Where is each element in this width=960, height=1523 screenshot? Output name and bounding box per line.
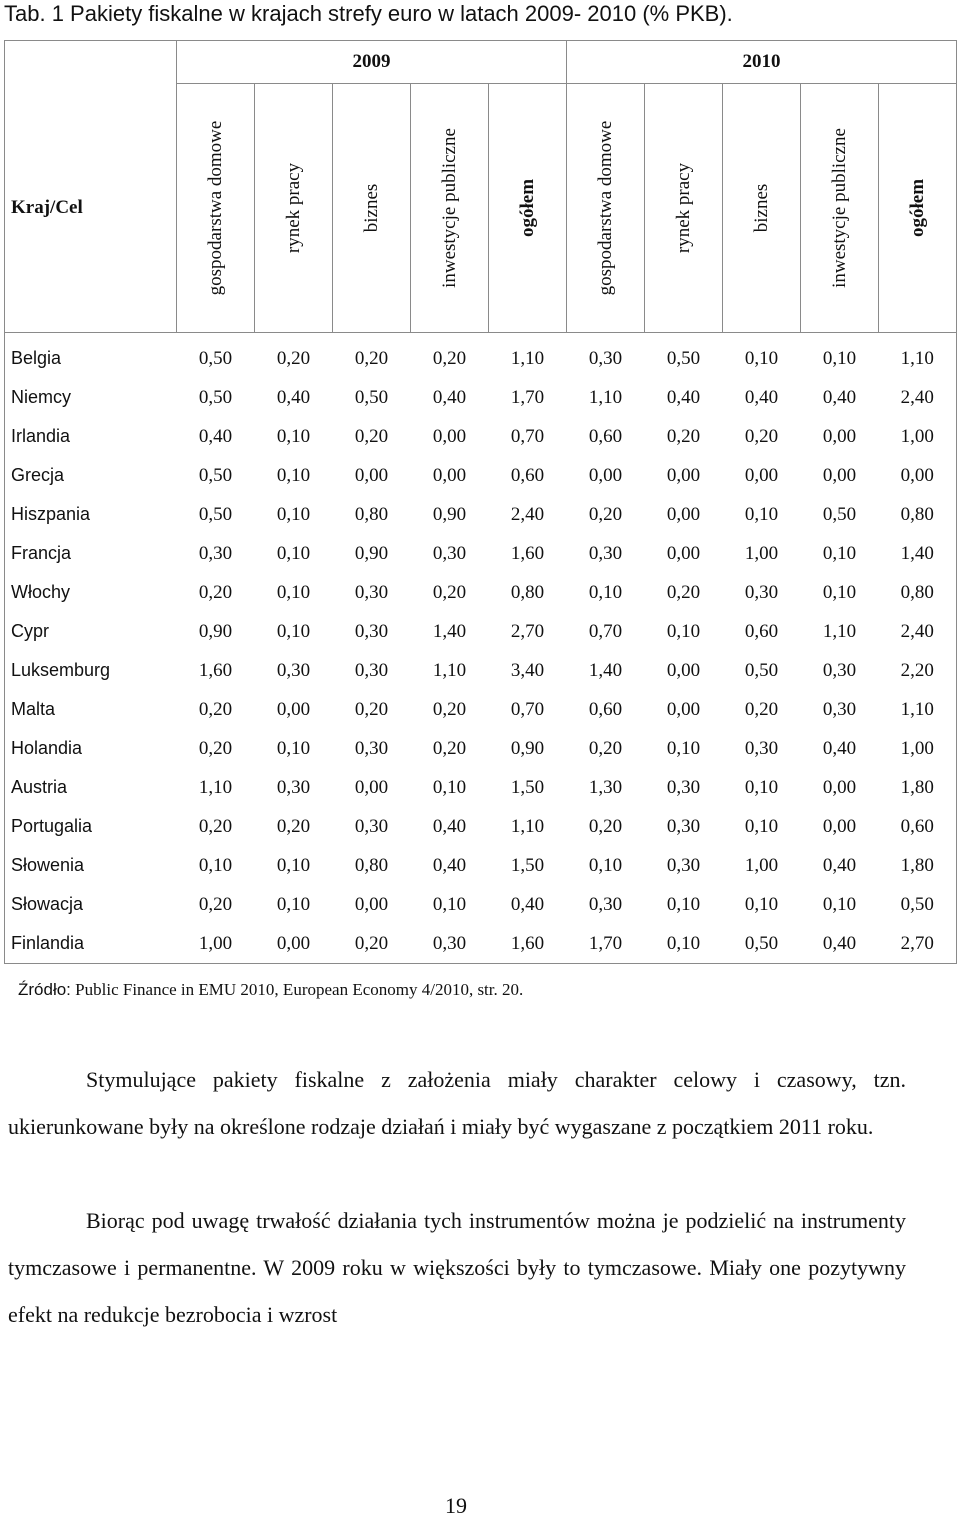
value-cell: 1,10 — [510, 815, 545, 837]
value-cell: 0,10 — [744, 893, 779, 915]
value-cell: 0,30 — [276, 776, 311, 798]
value-cell: 0,50 — [879, 885, 957, 924]
country-cell: Cypr — [5, 612, 177, 651]
value-cell: 0,50 — [723, 924, 801, 964]
value-cell: 0,10 — [666, 737, 701, 759]
value-cell: 0,40 — [432, 854, 467, 876]
value-cell: 0,30 — [198, 542, 233, 564]
year-header-2009: 2009 — [177, 41, 567, 84]
value-cell: 0,30 — [588, 542, 623, 564]
value-cell: 0,10 — [276, 620, 311, 642]
value-cell: 2,70 — [879, 924, 957, 964]
value-cell: 0,10 — [198, 854, 233, 876]
country-cell: Słowacja — [5, 885, 177, 924]
column-header-label: gospodarstwa domowe — [204, 120, 226, 296]
table-caption: Tab. 1 Pakiety fiskalne w krajach strefy euro w latach 2009- 2010 (% PKB). — [4, 1, 733, 26]
value-cell: 0,00 — [822, 815, 857, 837]
value-cell: 0,20 — [198, 893, 233, 915]
value-cell: 0,30 — [744, 737, 779, 759]
country-cell: Włochy — [5, 573, 177, 612]
value-cell: 0,80 — [354, 854, 389, 876]
value-cell: 1,80 — [879, 846, 957, 885]
value-cell: 0,30 — [276, 659, 311, 681]
value-cell: 0,00 — [276, 698, 311, 720]
value-cell: 0,20 — [354, 698, 389, 720]
value-cell: 0,30 — [354, 815, 389, 837]
value-cell: 1,30 — [588, 776, 623, 798]
column-header-label: rynek pracy — [672, 162, 694, 254]
table-row — [5, 885, 957, 924]
value-cell: 0,90 — [510, 737, 545, 759]
value-cell: 0,10 — [645, 924, 723, 964]
table-row — [5, 573, 957, 612]
value-cell: 0,30 — [588, 893, 623, 915]
value-cell: 0,10 — [822, 893, 857, 915]
value-cell: 0,40 — [822, 386, 857, 408]
value-cell: 1,40 — [588, 659, 623, 681]
value-cell: 0,30 — [744, 581, 779, 603]
table-row — [5, 417, 957, 456]
value-cell: 1,10 — [198, 776, 233, 798]
column-header — [723, 84, 801, 333]
value-cell: 0,30 — [822, 659, 857, 681]
value-cell: 2,40 — [879, 378, 957, 417]
value-cell: 0,40 — [198, 425, 233, 447]
value-cell: 0,50 — [198, 503, 233, 525]
year-header-2010: 2010 — [567, 41, 957, 84]
column-header — [879, 84, 957, 333]
country-cell: Słowenia — [5, 846, 177, 885]
value-cell: 1,10 — [822, 620, 857, 642]
value-cell: 1,10 — [432, 659, 467, 681]
value-cell: 1,10 — [588, 386, 623, 408]
value-cell: 0,00 — [744, 464, 779, 486]
value-cell: 0,10 — [588, 581, 623, 603]
column-header — [177, 84, 255, 333]
value-cell: 0,80 — [879, 495, 957, 534]
column-header-label: ogółem — [906, 178, 928, 238]
value-cell: 0,10 — [276, 893, 311, 915]
value-cell: 0,40 — [432, 815, 467, 837]
value-cell: 2,40 — [510, 503, 545, 525]
table-row — [5, 333, 957, 379]
country-cell: Belgia — [5, 333, 177, 379]
value-cell: 0,50 — [354, 386, 389, 408]
value-cell: 0,90 — [432, 503, 467, 525]
value-cell: 0,20 — [666, 425, 701, 447]
table-row — [5, 534, 957, 573]
value-cell: 0,20 — [198, 698, 233, 720]
value-cell: 3,40 — [510, 659, 545, 681]
value-cell: 0,20 — [198, 581, 233, 603]
value-cell: 0,20 — [432, 737, 467, 759]
column-header-label: biznes — [750, 183, 772, 233]
value-cell: 2,40 — [879, 612, 957, 651]
column-header — [333, 84, 411, 333]
value-cell: 0,10 — [744, 815, 779, 837]
column-header-label: rynek pracy — [282, 162, 304, 254]
value-cell: 0,20 — [198, 737, 233, 759]
value-cell: 0,20 — [744, 698, 779, 720]
value-cell: 0,40 — [510, 893, 545, 915]
value-cell: 0,00 — [354, 464, 389, 486]
value-cell: 1,60 — [510, 542, 545, 564]
value-cell: 0,80 — [510, 581, 545, 603]
column-header-label: biznes — [360, 183, 382, 233]
value-cell: 0,00 — [588, 464, 623, 486]
value-cell: 0,10 — [744, 776, 779, 798]
value-cell: 0,60 — [510, 464, 545, 486]
value-cell: 0,30 — [354, 581, 389, 603]
value-cell: 0,00 — [255, 924, 333, 964]
value-cell: 0,30 — [354, 737, 389, 759]
table-row — [5, 651, 957, 690]
value-cell: 0,10 — [432, 776, 467, 798]
country-cell: Hiszpania — [5, 495, 177, 534]
source-text: Public Finance in EMU 2010, European Economy 4/2010, str. 20. — [70, 980, 524, 999]
value-cell: 0,00 — [354, 776, 389, 798]
value-cell: 0,90 — [198, 620, 233, 642]
value-cell: 0,10 — [432, 893, 467, 915]
table-row — [5, 690, 957, 729]
paragraph-2: Biorąc pod uwagę trwałość działania tych instrumentów można je podzielić na instrumenty tymczasowe i permanentne. W 2009 roku w większości były to tymczasowe. Miały one pozytywny efekt na redukcje bezrobocia i wzrost — [8, 1208, 906, 1327]
value-cell: 0,00 — [666, 464, 701, 486]
value-cell: 0,50 — [744, 659, 779, 681]
value-cell: 1,10 — [510, 347, 545, 369]
value-cell: 0,50 — [198, 347, 233, 369]
column-header — [801, 84, 879, 333]
value-cell: 0,20 — [588, 737, 623, 759]
value-cell: 1,10 — [879, 333, 957, 379]
value-cell: 2,70 — [510, 620, 545, 642]
value-cell: 0,20 — [333, 924, 411, 964]
value-cell: 1,00 — [744, 542, 779, 564]
source-note — [18, 980, 523, 1000]
column-header-label: ogółem — [516, 178, 538, 238]
value-cell: 1,60 — [489, 924, 567, 964]
value-cell: 0,20 — [354, 347, 389, 369]
value-cell: 0,60 — [588, 425, 623, 447]
value-cell: 0,40 — [801, 924, 879, 964]
value-cell: 0,20 — [276, 815, 311, 837]
value-cell: 0,00 — [432, 425, 467, 447]
value-cell: 0,30 — [411, 924, 489, 964]
source-label: Źródło: — [18, 980, 71, 999]
value-cell: 0,00 — [822, 425, 857, 447]
column-header-label: inwestycje publiczne — [438, 128, 460, 288]
value-cell: 0,40 — [666, 386, 701, 408]
value-cell: 0,10 — [822, 581, 857, 603]
value-cell: 0,00 — [666, 542, 701, 564]
value-cell: 0,80 — [879, 573, 957, 612]
country-cell: Portugalia — [5, 807, 177, 846]
table-row — [5, 456, 957, 495]
column-header — [567, 84, 645, 333]
value-cell: 0,00 — [822, 464, 857, 486]
value-cell: 0,60 — [588, 698, 623, 720]
value-cell: 1,40 — [879, 534, 957, 573]
value-cell: 2,20 — [879, 651, 957, 690]
value-cell: 0,30 — [666, 815, 701, 837]
value-cell: 0,20 — [354, 425, 389, 447]
value-cell: 0,40 — [744, 386, 779, 408]
value-cell: 0,30 — [666, 776, 701, 798]
value-cell: 1,00 — [879, 417, 957, 456]
value-cell: 0,10 — [276, 542, 311, 564]
value-cell: 0,70 — [510, 425, 545, 447]
value-cell: 1,50 — [510, 776, 545, 798]
value-cell: 0,00 — [666, 503, 701, 525]
table-row — [5, 729, 957, 768]
value-cell: 0,20 — [744, 425, 779, 447]
value-cell: 1,70 — [510, 386, 545, 408]
column-header — [645, 84, 723, 333]
value-cell: 0,70 — [588, 620, 623, 642]
value-cell: 0,10 — [822, 542, 857, 564]
value-cell: 0,30 — [588, 347, 623, 369]
value-cell: 0,10 — [276, 464, 311, 486]
country-cell: Niemcy — [5, 378, 177, 417]
column-header — [255, 84, 333, 333]
paragraph-1: Stymulujące pakiety fiskalne z założenia miały charakter celowy i czasowy, tzn. ukierunkowane były na określone rodzaje działań i miały być wygaszane z początkiem 2011 roku. — [8, 1067, 906, 1139]
table-row — [5, 768, 957, 807]
country-cell: Malta — [5, 690, 177, 729]
value-cell: 0,90 — [354, 542, 389, 564]
value-cell: 0,10 — [588, 854, 623, 876]
fiscal-packages-table — [4, 40, 957, 964]
value-cell: 0,20 — [432, 698, 467, 720]
value-cell: 0,70 — [510, 698, 545, 720]
table-row — [5, 495, 957, 534]
column-header — [411, 84, 489, 333]
value-cell: 1,00 — [177, 924, 255, 964]
country-cell: Luksemburg — [5, 651, 177, 690]
value-cell: 0,10 — [276, 581, 311, 603]
value-cell: 0,30 — [354, 659, 389, 681]
value-cell: 0,00 — [879, 456, 957, 495]
table-row — [5, 846, 957, 885]
value-cell: 0,20 — [198, 815, 233, 837]
value-cell: 0,40 — [822, 854, 857, 876]
value-cell: 0,00 — [354, 893, 389, 915]
country-column-header: Kraj/Cel — [5, 84, 177, 333]
value-cell: 0,30 — [432, 542, 467, 564]
country-cell: Holandia — [5, 729, 177, 768]
table-row — [5, 924, 957, 964]
value-cell: 0,20 — [588, 503, 623, 525]
country-cell: Austria — [5, 768, 177, 807]
table-body — [5, 333, 957, 964]
value-cell: 0,10 — [666, 620, 701, 642]
value-cell: 0,10 — [822, 347, 857, 369]
country-cell: Irlandia — [5, 417, 177, 456]
value-cell: 0,10 — [276, 503, 311, 525]
column-header — [489, 84, 567, 333]
value-cell: 0,10 — [666, 893, 701, 915]
value-cell: 0,50 — [822, 503, 857, 525]
value-cell: 1,10 — [879, 690, 957, 729]
value-cell: 1,00 — [879, 729, 957, 768]
column-header-label: gospodarstwa domowe — [594, 120, 616, 296]
value-cell: 0,00 — [666, 659, 701, 681]
table-row — [5, 612, 957, 651]
value-cell: 1,40 — [432, 620, 467, 642]
header-corner — [5, 41, 177, 84]
table-row — [5, 378, 957, 417]
value-cell: 0,40 — [822, 737, 857, 759]
value-cell: 0,20 — [432, 347, 467, 369]
value-cell: 1,50 — [510, 854, 545, 876]
value-cell: 0,20 — [588, 815, 623, 837]
value-cell: 0,60 — [879, 807, 957, 846]
value-cell: 1,60 — [198, 659, 233, 681]
country-cell: Francja — [5, 534, 177, 573]
value-cell: 0,20 — [276, 347, 311, 369]
value-cell: 0,20 — [666, 581, 701, 603]
value-cell: 0,00 — [432, 464, 467, 486]
value-cell: 0,20 — [432, 581, 467, 603]
value-cell: 0,50 — [198, 386, 233, 408]
value-cell: 0,80 — [354, 503, 389, 525]
page-number: 19 — [445, 1493, 467, 1518]
value-cell: 0,10 — [744, 347, 779, 369]
value-cell: 0,50 — [666, 347, 701, 369]
value-cell: 0,60 — [744, 620, 779, 642]
value-cell: 0,10 — [744, 503, 779, 525]
value-cell: 1,00 — [744, 854, 779, 876]
value-cell: 1,70 — [567, 924, 645, 964]
column-header-label: inwestycje publiczne — [828, 128, 850, 288]
value-cell: 0,30 — [822, 698, 857, 720]
country-cell: Finlandia — [5, 924, 177, 964]
value-cell: 0,30 — [354, 620, 389, 642]
value-cell: 0,10 — [276, 854, 311, 876]
value-cell: 0,10 — [276, 737, 311, 759]
country-cell: Grecja — [5, 456, 177, 495]
table-row — [5, 807, 957, 846]
value-cell: 0,30 — [666, 854, 701, 876]
value-cell: 0,00 — [666, 698, 701, 720]
value-cell: 1,80 — [879, 768, 957, 807]
value-cell: 0,40 — [276, 386, 311, 408]
value-cell: 0,10 — [276, 425, 311, 447]
value-cell: 0,50 — [198, 464, 233, 486]
value-cell: 0,40 — [432, 386, 467, 408]
value-cell: 0,00 — [822, 776, 857, 798]
